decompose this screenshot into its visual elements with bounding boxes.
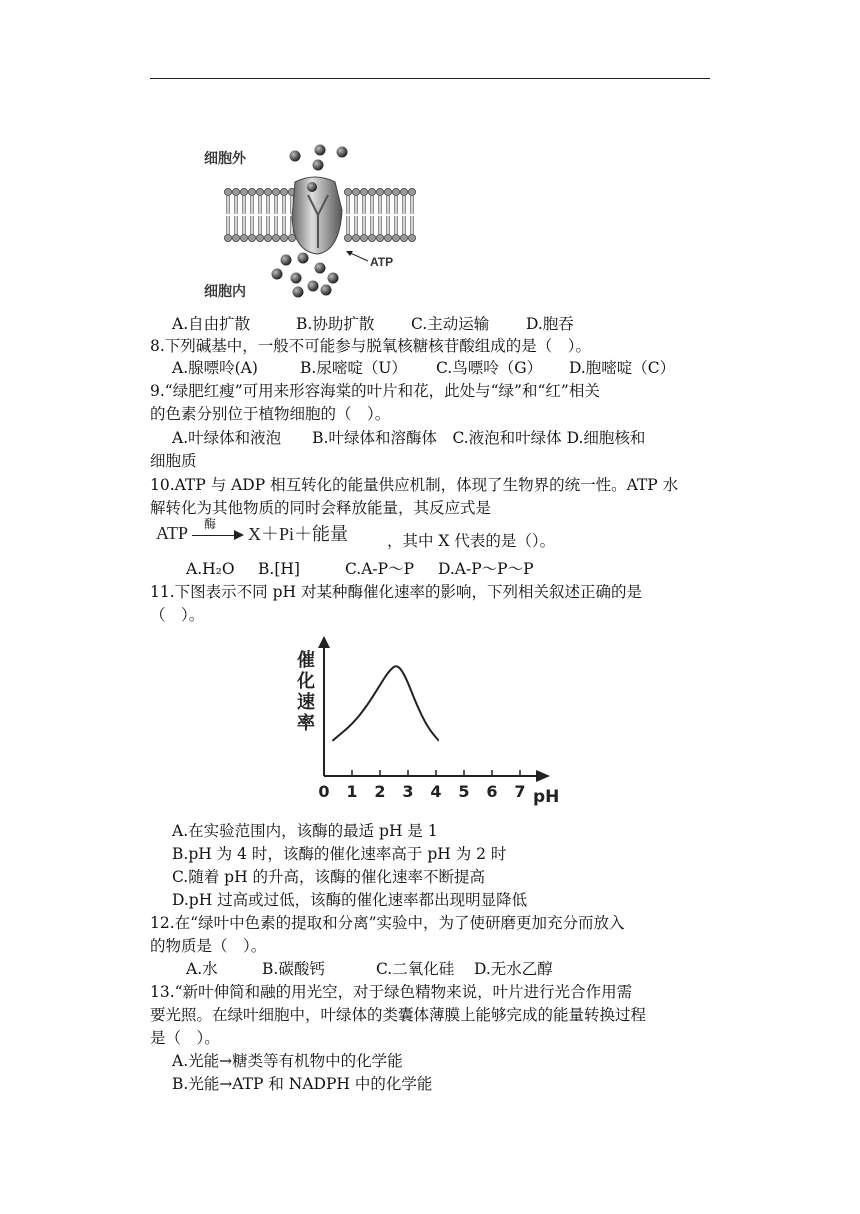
q13-stem-line2: 要光照。在绿叶细胞中，叶绿体的类囊体薄膜上能够完成的能量转换过程	[150, 1006, 647, 1024]
q11-option-b: B.pH 为 4 时，该酶的催化速率高于 pH 为 2 时	[172, 845, 507, 863]
q7-option-a: A.自由扩散	[172, 315, 251, 333]
chart-x-axis-label: pH	[533, 787, 560, 807]
outside-cell-label: 细胞外	[204, 151, 246, 167]
q8-option-b: B.尿嘧啶（U）	[300, 359, 407, 377]
q12-stem-line2: 的物质是（ ）。	[150, 937, 267, 955]
equation-catalyst: 酶	[204, 517, 217, 531]
q10-option-c: C.A-P～P	[345, 560, 415, 578]
x-tick-label: 1	[346, 782, 358, 801]
chart-y-axis-label: 催化速率	[297, 650, 315, 734]
q12-option-b: B.碳酸钙	[262, 960, 325, 978]
q11-stem-line2: （ ）。	[150, 606, 205, 624]
q11-stem-line1: 11.下图表示不同 pH 对某种酶催化速率的影响，下列相关叙述正确的是	[150, 583, 642, 601]
q9-options: A.叶绿体和液泡 B.叶绿体和溶酶体 C.液泡和叶绿体 D.细胞核和	[172, 429, 646, 447]
q11-option-d: D.pH 过高或过低，该酶的催化速率都出现明显降低	[172, 891, 528, 909]
q13-stem-line3: 是（ ）。	[150, 1029, 220, 1047]
q10-stem-line2: 解转化为其他物质的同时会释放能量，其反应式是	[150, 499, 492, 517]
q13-option-b: B.光能→ATP 和 NADPH 中的化学能	[172, 1075, 433, 1093]
q10-stem-line3: ，其中 X 代表的是（）。	[387, 532, 556, 550]
q10-option-a: A.H₂O	[186, 560, 235, 578]
reaction-equation	[156, 519, 348, 547]
reaction-arrow	[192, 517, 244, 545]
x-tick-label: 6	[486, 782, 498, 801]
x-tick-label: 0	[318, 782, 330, 801]
q12-options	[186, 958, 553, 980]
q12-option-a: A.水	[186, 960, 218, 978]
q10-options	[186, 558, 534, 580]
q9-stem-line2: 的色素分别位于植物细胞的（ ）。	[150, 405, 391, 423]
y-axis-arrow	[318, 636, 330, 648]
atp-label: ATP	[370, 255, 394, 269]
q8-stem: 8.下列碱基中，一般不可能参与脱氧核糖核苷酸组成的是（ ）。	[150, 337, 592, 355]
header-rule	[150, 78, 710, 79]
molecules-inside	[272, 253, 339, 298]
q11-option-a: A.在实验范围内，该酶的最适 pH 是 1	[172, 822, 438, 840]
q9-stem-line1: 9.“绿肥红瘦”可用来形容海棠的叶片和花，此处与“绿”和“红”相关	[150, 382, 600, 400]
q11-option-c: C.随着 pH 的升高，该酶的催化速率不断提高	[172, 868, 486, 886]
x-tick-label: 5	[458, 782, 470, 801]
q8-option-d: D.胞嘧啶（C）	[569, 359, 676, 377]
ph-rate-chart	[290, 636, 570, 816]
q7-option-b: B.协助扩散	[296, 315, 375, 333]
rate-curve	[332, 666, 438, 740]
q8-option-c: C.鸟嘌呤（G）	[436, 359, 543, 377]
q7-option-d: D.胞吞	[526, 315, 574, 333]
q10-option-b: B.[H]	[258, 560, 300, 578]
q12-stem-line1: 12.在“绿叶中色素的提取和分离”实验中，为了使研磨更加充分而放入	[150, 914, 625, 932]
x-axis-arrow	[536, 770, 550, 782]
q13-option-a: A.光能→糖类等有机物中的化学能	[172, 1052, 403, 1070]
x-tick-label: 4	[430, 782, 442, 801]
q7-option-c: C.主动运输	[411, 315, 490, 333]
q7-options	[172, 313, 574, 335]
q13-stem-line1: 13.“新叶伸简和融的用光空，对于绿色精物来说，叶片进行光合作用需	[150, 983, 633, 1001]
x-tick-label: 7	[514, 782, 526, 801]
q10-option-d: D.A-P～P～P	[438, 560, 534, 578]
q12-option-d: D.无水乙醇	[474, 960, 553, 978]
q12-option-c: C.二氧化硅	[376, 960, 455, 978]
inside-cell-label: 细胞内	[204, 284, 246, 300]
q9-options-cont: 细胞质	[150, 452, 197, 470]
x-tick-label: 2	[374, 782, 386, 801]
q10-stem-line1: 10.ATP 与 ADP 相互转化的能量供应机制，体现了生物界的统一性。ATP 水	[150, 476, 679, 494]
q8-options	[172, 357, 675, 379]
equation-products: X＋Pi＋能量	[248, 524, 349, 544]
x-tick-label: 3	[402, 782, 414, 801]
q8-option-a: A.腺嘌呤(A)	[172, 359, 258, 377]
equation-reactant: ATP	[156, 522, 189, 543]
